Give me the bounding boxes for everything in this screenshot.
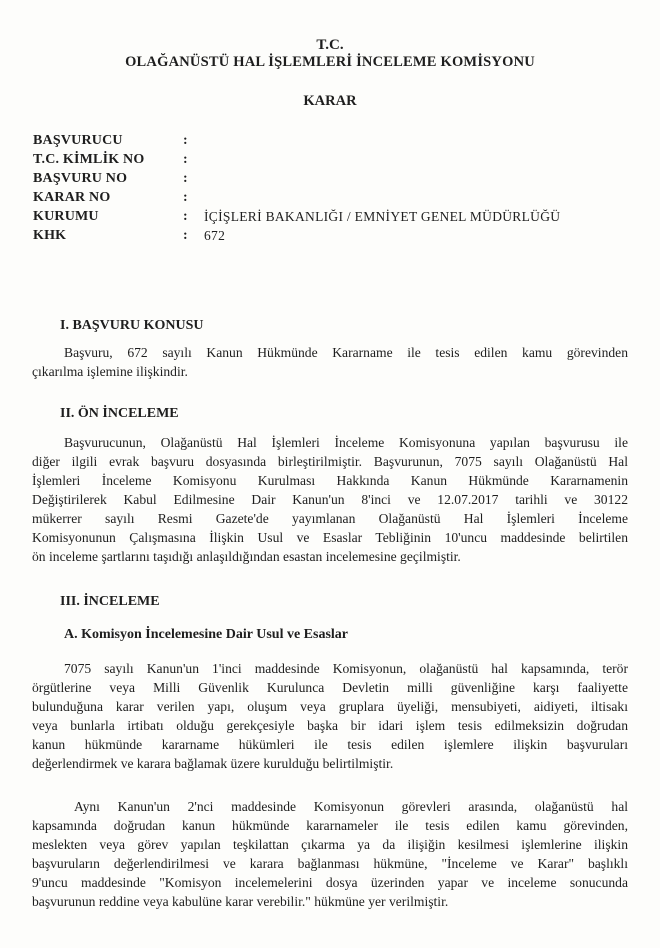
paragraph-line: ön inceleme şartlarını taşıdığı anlaşıldığından esastan incelemesine geçilmiştir. bbox=[32, 549, 461, 564]
paragraph-line: Başvuru, 672 sayılı Kanun Hükmünde Kararname ile tesis edilen kamu görevinden bbox=[64, 345, 628, 360]
section-3-title: III. İNCELEME bbox=[60, 594, 160, 609]
paragraph-line: meslekten veya görev yapılan teşkilattan çıkarma ya da ilişiğin kesilmesi işlemlerine ilişkin bbox=[32, 837, 628, 852]
paragraph-line: Değiştirilerek Kabul Edilmesine Dair Kanun'un 8'inci ve 12.07.2017 tarihli ve 30122 bbox=[32, 492, 628, 507]
info-row-applicant bbox=[33, 131, 633, 150]
info-label: BAŞVURUCU bbox=[33, 133, 123, 148]
section-1-paragraph bbox=[32, 343, 628, 381]
info-colon: : bbox=[183, 171, 188, 186]
paragraph-line: diğer ilgili evrak başvuru dosyasında birleştirilmiştir. Başvurunun, 7075 sayılı Olağanüstü Hal bbox=[32, 454, 628, 469]
paragraph-line: veya bunlarla irtibatı olduğu gerekçesiyle başka bir idari işlem tesis edilmeksizin doğrudan bbox=[32, 718, 628, 733]
applicant-info-block bbox=[33, 131, 633, 245]
paragraph-line: 9'uncu maddesinde "Komisyon incelemelerini dosya üzerinden yapar ve inceleme sonucunda bbox=[32, 875, 628, 890]
info-row-id-number bbox=[33, 150, 633, 169]
paragraph-line: mükerrer sayılı Resmi Gazete'de yayımlanan Olağanüstü Hal İşlemleri İnceleme bbox=[32, 511, 628, 526]
paragraph-line: Aynı Kanun'un 2'nci maddesinde Komisyonun görevleri arasında, olağanüstü hal bbox=[74, 799, 628, 814]
header-karar: KARAR bbox=[303, 93, 357, 109]
paragraph-line: 7075 sayılı Kanun'un 1'inci maddesinde Komisyonun, olağanüstü hal kapsamında, terör bbox=[64, 661, 628, 676]
info-label: BAŞVURU NO bbox=[33, 171, 128, 186]
section-3-paragraph-1 bbox=[32, 659, 628, 773]
header-commission: OLAĞANÜSTÜ HAL İŞLEMLERİ İNCELEME KOMİSYONU bbox=[125, 54, 535, 70]
info-colon: : bbox=[183, 190, 188, 205]
paragraph-line: başvuruların değerlendirilmesi ve karara bağlanması hükmüne, "İnceleme ve Karar" başlıklı bbox=[32, 856, 628, 871]
section-3-paragraph-2 bbox=[32, 797, 628, 911]
section-2-paragraph bbox=[32, 433, 628, 566]
info-value: 672 bbox=[204, 228, 226, 243]
paragraph-line: Komisyonunun Çalışmasına İlişkin Usul ve Esaslar Tebliğinin 10'uncu maddesinde belirtilen bbox=[32, 530, 628, 545]
section-3a-subtitle: A. Komisyon İncelemesine Dair Usul ve Esaslar bbox=[64, 627, 349, 642]
section-1-title: I. BAŞVURU KONUSU bbox=[60, 318, 204, 333]
info-row-application-number bbox=[33, 169, 633, 188]
info-value: İÇİŞLERİ BAKANLIĞI / EMNİYET GENEL MÜDÜRLÜĞÜ bbox=[204, 209, 561, 224]
info-label: KURUMU bbox=[33, 209, 99, 224]
info-colon: : bbox=[183, 209, 188, 224]
paragraph-line: örgütlerine veya Milli Güvenlik Kurulunca Devletin milli güvenliğine karşı faaliyette bbox=[32, 680, 628, 695]
paragraph-line: başvurunun reddine veya kabulüne karar verebilir." hükmüne yer verilmiştir. bbox=[32, 894, 449, 909]
paragraph-line: kapsamında doğrudan kanun hükmünde kararnameler ile tesis edilen kamu görevinden, bbox=[32, 818, 628, 833]
paragraph-line: bulunduğuna karar verilen yapı, oluşum veya gruplara üyeliği, mensubiyeti, aidiyeti, iltisakı bbox=[32, 699, 628, 714]
info-row-decision-number bbox=[33, 188, 633, 207]
paragraph-line: çıkarılma işlemine ilişkindir. bbox=[32, 364, 188, 379]
paragraph-line: kanun hükmünde kararname hükümleri ile tesis edilen işlemlere ilişkin başvuruları bbox=[32, 737, 628, 752]
paragraph-line: Başvurucunun, Olağanüstü Hal İşlemleri İnceleme Komisyonuna yapılan başvurusu ile bbox=[64, 435, 628, 450]
info-label: KARAR NO bbox=[33, 190, 111, 205]
info-colon: : bbox=[183, 228, 188, 243]
info-row-khk bbox=[33, 226, 633, 245]
info-label: T.C. KİMLİK NO bbox=[33, 152, 145, 167]
paragraph-line: İşlemleri İnceleme Komisyonu Kurulması Hakkında Kanun Hükmünde Kararnamenin bbox=[32, 473, 628, 488]
info-label: KHK bbox=[33, 228, 67, 243]
section-2-title: II. ÖN İNCELEME bbox=[60, 406, 179, 421]
info-row-institution bbox=[33, 207, 633, 226]
paragraph-line: değerlendirmek ve karara bağlamak üzere kurulduğu belirtilmiştir. bbox=[32, 756, 394, 771]
header-tc: T.C. bbox=[316, 37, 344, 53]
info-colon: : bbox=[183, 133, 188, 148]
info-colon: : bbox=[183, 152, 188, 167]
